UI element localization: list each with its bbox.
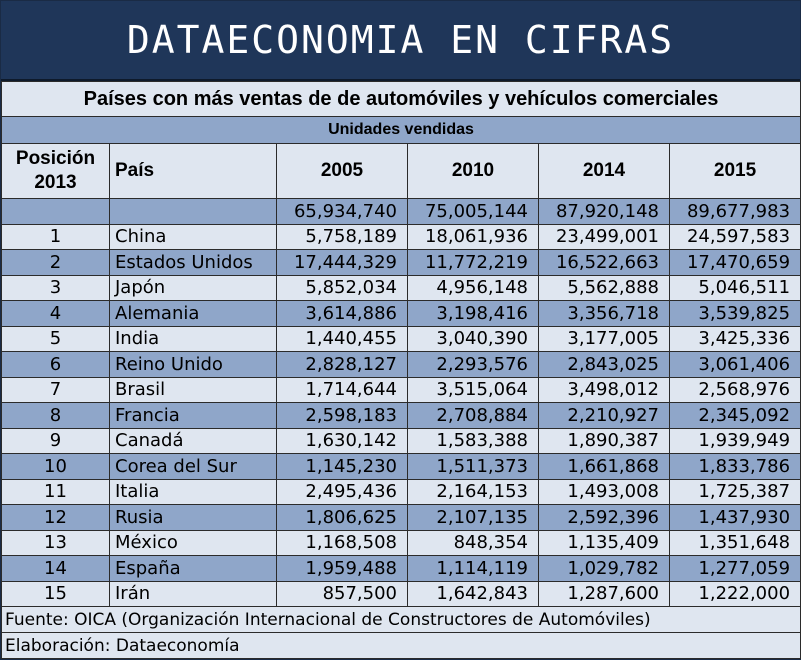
row-value: 3,498,012: [539, 377, 670, 403]
row-value: 2,843,025: [539, 352, 670, 378]
row-value: 1,145,230: [277, 454, 408, 480]
row-country: Rusia: [110, 505, 277, 531]
row-value: 1,168,508: [277, 530, 408, 556]
row-country: China: [110, 224, 277, 250]
row-value: 24,597,583: [670, 224, 801, 250]
row-position: 13: [2, 530, 110, 556]
row-value: 11,772,219: [408, 250, 539, 276]
row-country: Irán: [110, 581, 277, 607]
row-value: 5,758,189: [277, 224, 408, 250]
row-value: 2,164,153: [408, 479, 539, 505]
row-value: 2,592,396: [539, 505, 670, 531]
row-value: 1,959,488: [277, 556, 408, 582]
table-row: [2, 505, 801, 531]
row-value: 1,029,782: [539, 556, 670, 582]
table-row: [2, 224, 801, 250]
total-position: [2, 199, 110, 225]
header-year-2005: 2005: [277, 144, 408, 199]
row-country: Canadá: [110, 428, 277, 454]
row-value: 1,351,648: [670, 530, 801, 556]
row-position: 5: [2, 326, 110, 352]
footer-source: Fuente: OICA (Organización Internacional de Constructores de Automóviles): [2, 607, 801, 633]
row-value: 857,500: [277, 581, 408, 607]
row-country: Alemania: [110, 301, 277, 327]
row-country: Estados Unidos: [110, 250, 277, 276]
table-row: [2, 301, 801, 327]
footer-credit: Elaboración: Dataeconomía: [2, 633, 801, 659]
row-country: India: [110, 326, 277, 352]
row-value: 5,562,888: [539, 275, 670, 301]
header-position: [2, 144, 110, 199]
total-value: 65,934,740: [277, 199, 408, 225]
header-year-2014: 2014: [539, 144, 670, 199]
row-value: 1,806,625: [277, 505, 408, 531]
total-country: [110, 199, 277, 225]
row-position: 12: [2, 505, 110, 531]
row-value: 3,614,886: [277, 301, 408, 327]
row-value: 18,061,936: [408, 224, 539, 250]
row-value: 2,293,576: [408, 352, 539, 378]
banner-title: DATAECONOMIA EN CIFRAS: [1, 1, 800, 81]
row-value: 23,499,001: [539, 224, 670, 250]
table-row: [2, 581, 801, 607]
row-country: Brasil: [110, 377, 277, 403]
row-country: Francia: [110, 403, 277, 429]
header-country: País: [110, 144, 277, 199]
row-value: 1,833,786: [670, 454, 801, 480]
row-value: 2,598,183: [277, 403, 408, 429]
row-value: 3,061,406: [670, 352, 801, 378]
row-value: 5,852,034: [277, 275, 408, 301]
table-subtitle: Unidades vendidas: [2, 117, 801, 144]
row-value: 3,356,718: [539, 301, 670, 327]
header-row: [2, 144, 801, 199]
row-value: 1,642,843: [408, 581, 539, 607]
row-value: 1,287,600: [539, 581, 670, 607]
row-position: 8: [2, 403, 110, 429]
row-country: España: [110, 556, 277, 582]
row-value: 3,539,825: [670, 301, 801, 327]
table-row: [2, 530, 801, 556]
row-value: 1,630,142: [277, 428, 408, 454]
row-country: Corea del Sur: [110, 454, 277, 480]
row-value: 1,135,409: [539, 530, 670, 556]
row-position: 6: [2, 352, 110, 378]
table-row: [2, 275, 801, 301]
row-position: 2: [2, 250, 110, 276]
total-value: 89,677,983: [670, 199, 801, 225]
row-value: 1,493,008: [539, 479, 670, 505]
row-value: 3,040,390: [408, 326, 539, 352]
row-value: 1,511,373: [408, 454, 539, 480]
table-row: [2, 250, 801, 276]
row-value: 1,939,949: [670, 428, 801, 454]
row-value: 4,956,148: [408, 275, 539, 301]
table-title-row: [2, 82, 801, 117]
row-value: 1,714,644: [277, 377, 408, 403]
row-value: 5,046,511: [670, 275, 801, 301]
row-value: 848,354: [408, 530, 539, 556]
row-value: 16,522,663: [539, 250, 670, 276]
row-country: México: [110, 530, 277, 556]
table-row: [2, 326, 801, 352]
table-row: [2, 428, 801, 454]
table-row: [2, 377, 801, 403]
row-position: 10: [2, 454, 110, 480]
total-value: 75,005,144: [408, 199, 539, 225]
table-row: [2, 556, 801, 582]
row-value: 2,345,092: [670, 403, 801, 429]
row-value: 1,114,119: [408, 556, 539, 582]
row-value: 2,568,976: [670, 377, 801, 403]
row-value: 2,107,135: [408, 505, 539, 531]
table-row: [2, 479, 801, 505]
row-country: Japón: [110, 275, 277, 301]
row-value: 1,222,000: [670, 581, 801, 607]
table-row: [2, 403, 801, 429]
row-country: Reino Unido: [110, 352, 277, 378]
total-value: 87,920,148: [539, 199, 670, 225]
header-year-2010: 2010: [408, 144, 539, 199]
row-position: 15: [2, 581, 110, 607]
header-year-2015: 2015: [670, 144, 801, 199]
sales-table: [1, 81, 801, 659]
row-position: 3: [2, 275, 110, 301]
table-row: [2, 454, 801, 480]
row-position: 4: [2, 301, 110, 327]
footer-credit-row: [2, 633, 801, 659]
row-value: 1,890,387: [539, 428, 670, 454]
row-country: Italia: [110, 479, 277, 505]
table-title: Países con más ventas de de automóviles y vehículos comerciales: [2, 82, 801, 117]
row-value: 1,725,387: [670, 479, 801, 505]
row-value: 3,425,336: [670, 326, 801, 352]
row-value: 17,470,659: [670, 250, 801, 276]
header-position-line2: 2013: [34, 172, 77, 193]
row-value: 3,198,416: [408, 301, 539, 327]
row-position: 11: [2, 479, 110, 505]
row-value: 17,444,329: [277, 250, 408, 276]
row-value: 3,177,005: [539, 326, 670, 352]
header-position-line1: Posición: [15, 148, 96, 169]
row-position: 9: [2, 428, 110, 454]
row-value: 1,661,868: [539, 454, 670, 480]
row-position: 14: [2, 556, 110, 582]
row-value: 3,515,064: [408, 377, 539, 403]
row-position: 1: [2, 224, 110, 250]
row-position: 7: [2, 377, 110, 403]
row-value: 2,495,436: [277, 479, 408, 505]
row-value: 1,437,930: [670, 505, 801, 531]
row-value: 1,277,059: [670, 556, 801, 582]
row-value: 2,828,127: [277, 352, 408, 378]
row-value: 1,583,388: [408, 428, 539, 454]
row-value: 1,440,455: [277, 326, 408, 352]
table-row: [2, 352, 801, 378]
row-value: 2,708,884: [408, 403, 539, 429]
footer-source-row: [2, 607, 801, 633]
row-value: 2,210,927: [539, 403, 670, 429]
table-subtitle-row: [2, 117, 801, 144]
total-row: [2, 199, 801, 225]
